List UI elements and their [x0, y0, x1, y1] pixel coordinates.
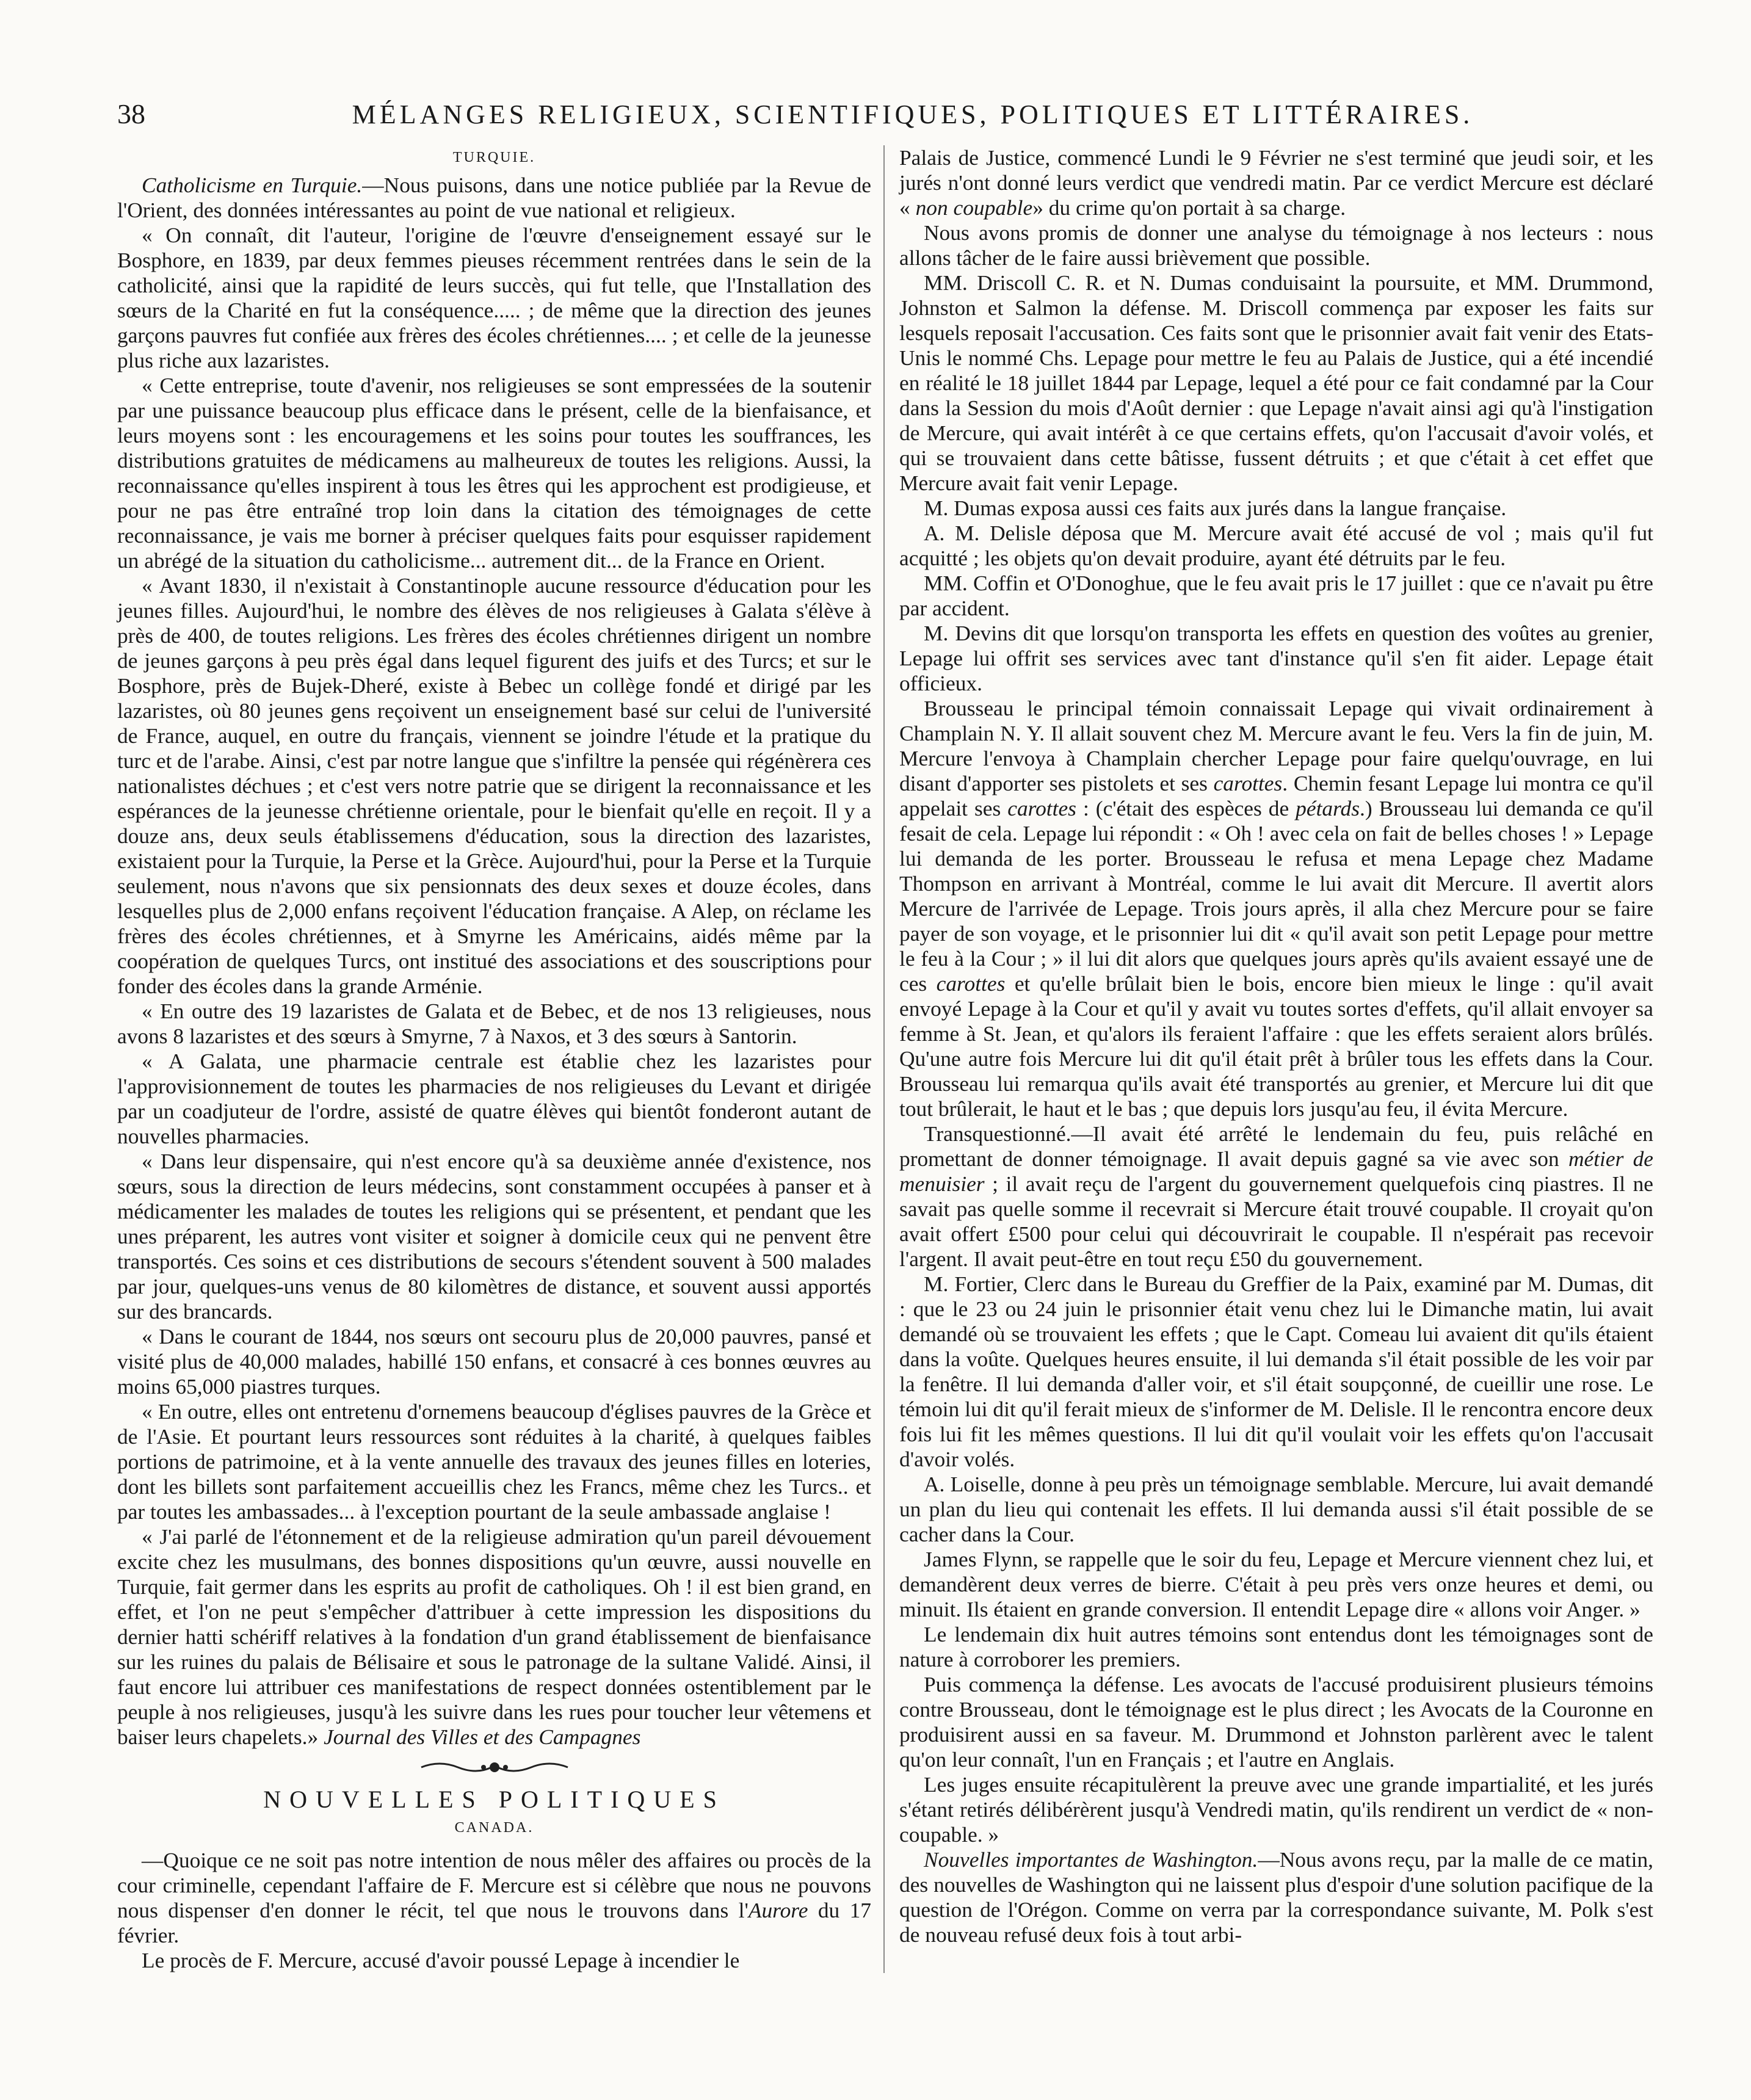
ornament-divider	[117, 1758, 871, 1783]
paragraph: Nous avons promis de donner une analyse du témoignage à nos lecteurs : nous allons tâcher de le faire aussi brièvement que possible.	[899, 220, 1653, 270]
left-column	[117, 145, 883, 1973]
columns	[117, 145, 1653, 1973]
paragraph: Brousseau le principal témoin connaissait Lepage qui vivait ordinairement à Champlain N. Y. Il allait souvent chez M. Mercure avant le feu. Vers la fin de juin, M. Mercure l'envoya à Champlain chercher Lepage pour faire quelqu'ouvrage, en lui disant d'apporter ses pistolets et ses carottes. Chemin fesant Lepage lui montra ce qu'il appelait ses carottes : (c'était des espèces de pétards.) Brousseau lui demanda ce qu'il fesait de cela. Lepage lui répondit : « Oh ! avec cela on fait de belles choses ! » Lepage lui demanda de les porter. Brousseau le refusa et mena Lepage chez Madame Thompson en arrivant à Montréal, comme le lui avait dit Mercure. Il avertit alors Mercure de l'arrivée de Lepage. Trois jours après, il alla chez Mercure pour se faire payer de son voyage, et le prisonnier lui dit « qu'il avait son petit Lepage pour mettre le feu à la Cour ; » il lui dit alors que quelques jours après qu'ils avaient essayé une de ces carottes et qu'elle brûlait bien le bois, encore bien mieux le linge : qu'il avait envoyé Lepage à la Cour et qu'il y avait vu toutes sortes d'effets, qu'il allait envoyer sa femme à St. Jean, et qu'alors ils feraient l'affaire : que les effets seraient alors brûlés. Qu'une autre fois Mercure lui dit qu'il était prêt à brûler tous les effets dans la Cour. Brousseau lui remarqua qu'ils avait été transportés au grenier, et Mercure lui dit que tout brûlerait, le haut et le bas ; que depuis lors jusqu'au feu, il évita Mercure.	[899, 696, 1654, 1121]
page-number: 38	[117, 98, 145, 129]
paragraph: —Quoique ce ne soit pas notre intention de nous mêler des affaires ou procès de la cour criminelle, cependant l'affaire de F. Mercure est si célèbre que nous ne pouvons nous dispenser d'en donner le récit, tel que nous le trouvons dans l'Aurore du 17 février.	[117, 1848, 871, 1947]
paragraph: Le lendemain dix huit autres témoins sont entendus dont les témoignages sont de nature à corroborer les premiers.	[899, 1622, 1653, 1671]
paragraph: « Dans le courant de 1844, nos sœurs ont secouru plus de 20,000 pauvres, pansé et visité plus de 40,000 malades, habillé 150 enfans, et consacré à ces bonnes œuvres au moins 65,000 piastres turques.	[117, 1324, 871, 1399]
paragraph: Nouvelles importantes de Washington.—Nous avons reçu, par la malle de ce matin, des nouvelles de Washington qui ne laissent plus d'espoir d'une solution pacifique de la question de l'Orégon. Comme on verra par la correspondance suivante, M. Polk s'est de nouveau refusé deux fois à tout arbi-	[899, 1847, 1653, 1947]
paragraph: Puis commença la défense. Les avocats de l'accusé produisirent plusieurs témoins contre Brousseau, dont le témoignage est le plus direct ; les Avocats de la Couronne en produisirent aussi en sa faveur. M. Drummond et Johnston parlèrent avec le talent qu'on leur connaît, l'un en Français ; et l'autre en Anglais.	[899, 1672, 1653, 1772]
paragraph: M. Fortier, Clerc dans le Bureau du Greffier de la Paix, examiné par M. Dumas, dit : que le 23 ou 24 juin le prisonnier était venu chez lui le Dimanche matin, lui avait demandé où se trouvaient les effets ; que le Capt. Comeau lui avaient dit qu'ils étaient dans la voûte. Quelques heures ensuite, il lui demanda s'il était possible de les voir par la fenêtre. Il lui demanda d'aller voir, et s'il était soupçonné, de cueillir une rose. Le témoin lui dit qu'il ferait mieux de s'informer de M. Delisle. Il le rencontra encore deux fois lui fit les mêmes questions. Il lui dit qu'il voulait voir les effets qu'on l'accusait d'avoir volés.	[899, 1272, 1653, 1471]
page-header	[117, 98, 1653, 140]
right-column	[883, 145, 1653, 1973]
section-title-canada: CANADA.	[454, 1820, 534, 1836]
paragraph: MM. Driscoll C. R. et N. Dumas conduisaint la poursuite, et MM. Drummond, Johnston et Salmon la défense. M. Driscoll commença par exposer les faits sur lesquels reposait l'accusation. Ces faits sont que le prisonnier avait fait venir des Etats-Unis le nommé Chs. Lepage pour mettre le feu au Palais de Justice, qui a été incendié en réalité le 18 juillet 1844 par Lepage, lequel a été pour ce fait condamné par la Cour dans la Session du mois d'Août dernier : que Lepage n'avait ainsi agi qu'à l'instigation de Mercure, qui avait intérêt à ce que certains effets, qu'on l'accusait d'avoir volés, et qui se trouvaient dans cette bâtisse, fussent détruits ; et que c'était à cet effet que Mercure avait fait venir Lepage.	[899, 270, 1653, 495]
paragraph: M. Devins dit que lorsqu'on transporta les effets en question des voûtes au grenier, Lepage lui offrit ses services avec tant d'instance qu'il s'en fit aider. Lepage était officieux.	[899, 621, 1653, 695]
paragraph: « En outre, elles ont entretenu d'ornemens beaucoup d'églises pauvres de la Grèce et de l'Asie. Et pourtant leurs ressources sont réduites à la charité, à quelques faibles portions de patrimoine, et à la vente annuelle des travaux des jeunes filles en loteries, dont les billets sont parfaitement accueillis chez les Francs, même chez les Turcs.. et par toutes les ambassades... à l'exception pourtant de la seule ambassade anglaise !	[117, 1399, 871, 1524]
paragraph: A. M. Delisle déposa que M. Mercure avait été accusé de vol ; mais qu'il fut acquitté ; les objets qu'on devait produire, ayant été détruits par le feu.	[899, 521, 1653, 570]
paragraph: « A Galata, une pharmacie centrale est établie chez les lazaristes pour l'approvisionnement de toutes les pharmacies de nos religieuses du Levant et dirigée par un coadjuteur de l'ordre, assisté de quatre élèves qui bientôt fonderont autant de nouvelles pharmacies.	[117, 1049, 871, 1148]
paragraph: M. Dumas exposa aussi ces faits aux jurés dans la langue française.	[924, 496, 1507, 520]
paragraph: « Avant 1830, il n'existait à Constantinople aucune ressource d'éducation pour les jeunes filles. Aujourd'hui, le nombre des élèves de nos religieuses à Galata s'élève à près de 400, de toutes religions. Les frères des écoles chrétiennes dirigent un nombre de jeunes garçons à peu près égal dans lequel figurent des juifs et des Turcs; et sur le Bosphore, près de Bujek-Dheré, existe à Bebec un collège fondé et dirigé par les lazaristes, où 80 jeunes gens reçoivent un enseignement basé sur celui de l'université de France, auquel, en outre du français, viennent se joindre l'étude et la pratique du turc et de l'arabe. Ainsi, c'est par notre langue que s'infiltre la pensée qui régénèrera ces nationalistes déchues ; et c'est vers notre patrie que se dirigent la reconnaissance et les espérances de la jeunesse chrétienne orientale, pour le bienfait qu'elle en reçoit. Il y a douze ans, deux seuls établissemens d'éducation, sous la direction des lazaristes, existaient pour la Turquie, la Perse et la Grèce. Aujourd'hui, pour la Perse et la Turquie seulement, nous n'avons que six pensionnats des deux sexes et douze écoles, dans lesquelles plus de 2,000 enfans reçoivent l'éducation française. A Alep, on réclame les frères des écoles chrétiennes, et à Smyrne les Américains, aidés même par la coopération de quelques Turcs, ont institué des associations et des souscriptions pour fonder des écoles dans la grande Arménie.	[117, 573, 871, 998]
article-title: Nouvelles importantes de Washington.	[924, 1847, 1258, 1872]
section-title-nouvelles: NOUVELLES POLITIQUES	[263, 1786, 725, 1813]
paragraph: Catholicisme en Turquie.—Nous puisons, dans une notice publiée par la Revue de l'Orient, des données intéressantes au point de vue national et religieux.	[117, 173, 872, 222]
source-citation: Journal des Villes et des Campagnes	[324, 1725, 641, 1749]
paragraph: Les juges ensuite récapitulèrent la preuve avec une grande impartialité, et les jurés s'étant retirés délibérèrent jusqu'à Vendredi matin, qu'ils rendirent un verdict de « non-coupable. »	[899, 1772, 1653, 1847]
paragraph: « J'ai parlé de l'étonnement et de la religieuse admiration qu'un pareil dévouement excite chez les musulmans, des bonnes dispositions qu'un œuvre, aussi nouvelle en Turquie, fait germer dans les esprits au profit de catholiques. Oh ! il est bien grand, en effet, et l'on ne peut s'empêcher d'attribuer à cette impression les dispositions du dernier hatti schériff relatives à la fondation d'un grand établissement de bienfaisance sur les ruines du palais de Bélisaire et sous le patronage de la sultane Validé. Ainsi, il faut encore lui attribuer ces manifestations de respect données ostentiblement par le peuple à nos religieuses, jusqu'à les suivre dans les rues pour toucher leur vêtemens et baiser leurs chapelets.» Journal des Villes et des Campagnes	[117, 1524, 871, 1749]
paragraph: « En outre des 19 lazaristes de Galata et de Bebec, et de nos 13 religieuses, nous avons 8 lazaristes et des sœurs à Smyrne, 7 à Naxos, et 3 des sœurs à Santorin.	[117, 999, 871, 1048]
paragraph: Palais de Justice, commencé Lundi le 9 Février ne s'est terminé que jeudi soir, et les jurés n'ont donné leurs verdict que vendredi matin. Par ce verdict Mercure est déclaré « non coupable» du crime qu'on portait à sa charge.	[899, 145, 1653, 220]
paragraph: A. Loiselle, donne à peu près un témoignage semblable. Mercure, lui avait demandé un plan du lieu qui contenait les effets. Il lui demanda aussi s'il était possible de se cacher dans la Cour.	[899, 1472, 1653, 1546]
paragraph: James Flynn, se rappelle que le soir du feu, Lepage et Mercure viennent chez lui, et demandèrent deux verres de bierre. C'était à peu près vers onze heures et demi, ou minuit. Ils étaient en grande conversion. Il entendit Lepage dire « allons voir Anger. »	[899, 1547, 1653, 1621]
article-title: Catholicisme en Turquie.	[142, 173, 363, 197]
paragraph: Transquestionné.—Il avait été arrêté le lendemain du feu, puis relâché en promettant de donner témoignage. Il avait depuis gagné sa vie avec son métier de menuisier ; il avait reçu de l'argent du gouvernement quelquefois cinq piastres. Il ne savait pas quelle somme il recevrait si Mercure était trouvé coupable. Il croyait qu'on avait offert £500 pour celui qui découvrirait le coupable. Il n'espérait pas recevoir l'argent. Il avait peut-être en tout reçu £50 du gouvernement.	[899, 1121, 1654, 1271]
paragraph: « On connaît, dit l'auteur, l'origine de l'œuvre d'enseignement essayé sur le Bosphore, en 1839, par deux femmes pieuses récemment rentrées dans le sein de la catholicité, ainsi que la rapidité de leurs succès, qui fut telle, que l'Installation des sœurs de la Charité en fut la conséquence..... ; de même que la direction des jeunes garçons pauvres fut confiée aux frères des écoles chrétiennes.... ; et celle de la jeunesse plus riche aux lazaristes.	[117, 223, 871, 372]
ornament-icon	[415, 1758, 574, 1776]
paragraph: « Cette entreprise, toute d'avenir, nos religieuses se sont empressées de la soutenir par une puissance beaucoup plus efficace dans le présent, celle de la bienfaisance, et leurs moyens sont : les encouragemens et les soins pour toutes les souffrances, les distributions gratuites de médicamens au malheureux de toutes les religions. Aussi, la reconnaissance qu'elles inspirent à tous les êtres qui les approchent est prodigieuse, et pour ne pas être entraîné trop loin dans la citation des témoignages de cette reconnaissance, je vais me borner à préciser quelques faits pour esquisser rapidement un abrégé de la situation du catholicisme... autrement dit... de la France en Orient.	[117, 373, 871, 573]
running-title: MÉLANGES RELIGIEUX, SCIENTIFIQUES, POLITIQUES ET LITTÉRAIRES.	[352, 100, 1474, 129]
paragraph: Le procès de F. Mercure, accusé d'avoir poussé Lepage à incendier le	[142, 1948, 740, 1972]
section-title-turquie: TURQUIE.	[452, 150, 536, 165]
paragraph: « Dans leur dispensaire, qui n'est encore qu'à sa deuxième année d'existence, nos sœurs, sous la direction de leurs médecins, sont constamment occupées à panser et à médicamenter les malades de toutes les religions qui se présentent, et pendant que les unes préparent, les autres vont visiter et soigner à domicile ceux qui ne penvent être transportés. Ces soins et ces distributions de secours s'étendent souvent à 500 malades par jour, quelques-uns venus de 80 kilomètres de distance, et souvent aussi apportés sur des brancards.	[117, 1149, 871, 1323]
paragraph: MM. Coffin et O'Donoghue, que le feu avait pris le 17 juillet : que ce n'avait pu être par accident.	[899, 571, 1653, 620]
